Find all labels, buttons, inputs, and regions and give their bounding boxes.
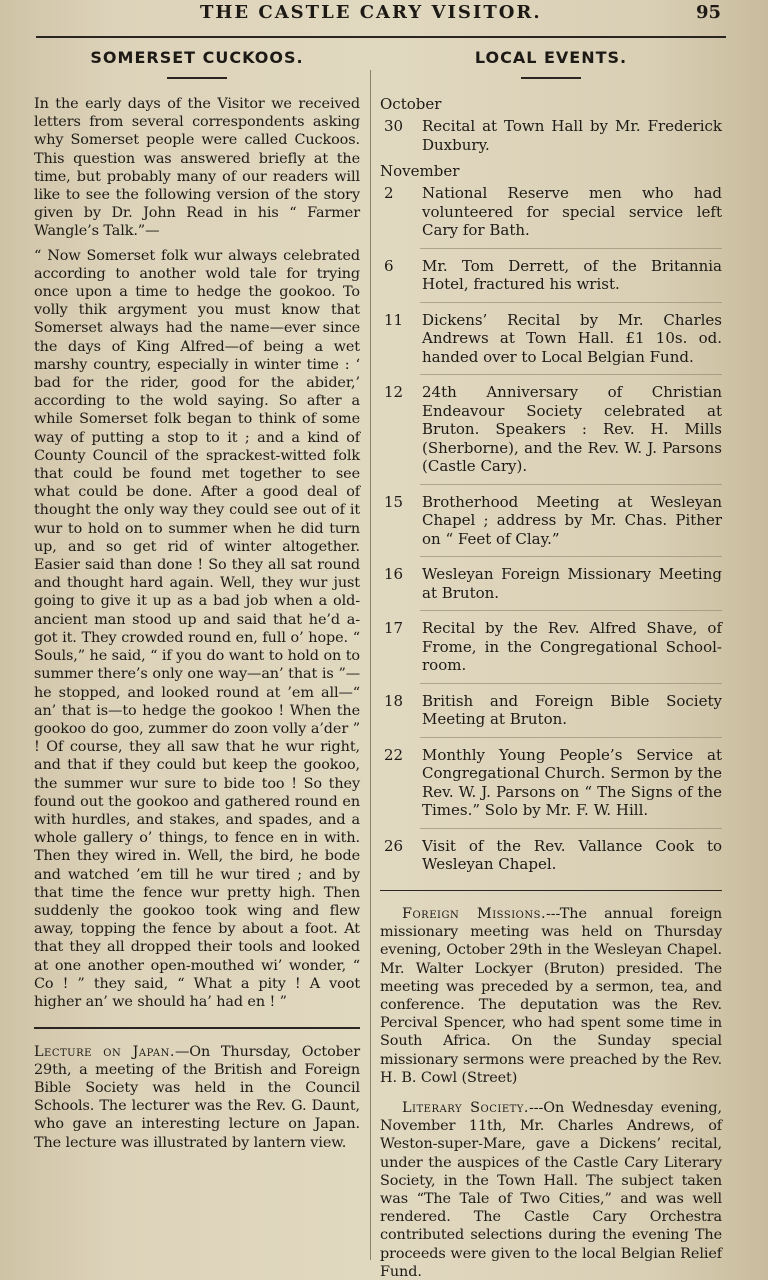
event-text: Brotherhood Meeting at Wesleyan Chapel ; address by Mr. Chas. Pither on “ Feet of Clay.”: [422, 492, 722, 548]
event-day: 17: [384, 619, 404, 637]
event-item: [380, 692, 722, 729]
page-number: 95: [696, 2, 722, 23]
event-item: [380, 837, 722, 874]
section-rule: [34, 1027, 360, 1029]
publication-title: THE CASTLE CARY VISITOR.: [200, 2, 542, 23]
event-text: 24th Anniversary of Christian Endeavour Society celebrated at Bruton. Speakers : Rev. H. Mills (Sherborne), and the Rev. W. J. Parsons (Castle Cary).: [422, 383, 722, 475]
japan-lecture-paragraph: [34, 1043, 360, 1152]
event-text: Visit of the Rev. Vallance Cook to Wesleyan Chapel.: [422, 836, 722, 873]
event-day: 12: [384, 383, 404, 401]
event-day: 6: [384, 256, 394, 275]
event-item: [380, 493, 722, 549]
event-separator: [420, 248, 722, 249]
article-title-local-events: LOCAL EVENTS.: [474, 48, 628, 67]
foreign-missions-heading: Foreign Missions.: [402, 906, 547, 922]
foreign-missions-paragraph: [380, 905, 722, 1087]
left-column: [34, 48, 360, 1152]
event-separator: [420, 556, 722, 557]
event-text: Recital at Town Hall by Mr. Frederick Duxbury.: [422, 117, 722, 154]
event-day: 15: [384, 492, 404, 511]
event-day: 16: [384, 565, 404, 583]
spacer: [380, 1087, 722, 1099]
event-separator: [420, 737, 722, 738]
event-day: 30: [384, 117, 404, 135]
cuckoo-story-paragraph: “ Now Somerset folk wur always celebrated according to another wold tale for trying once upon a time to hedge the gookoo. To volly thik argyment you must know that Somerset always had the name—ever since the days of King Alfred—of being a wet marshy country, especially in winter time : ‘ bad for the rider, good for the abider,’ according to the wold saying. So after a while Somerset folk began to think of some way of putting a stop to it ; and a kind of County Council of the sprackest-witted folk that could be found met together to see what could be done. After a good deal of thought the only way they could see out of it wur to hold on to summer when he did turn up, and so get rid of winter altogether. Easier said than done ! So they all sat round and thought hard again. Well, they wur just going to give it up as a bad job when a old-ancient man stood up and said that he’d a-got it. They crowded round en, full o’ hope. “ Souls,” he said, “ if you do want to hold on to summer there’s only one way—an’ that is ”—he stopped, and looked round at ’em all—“ an’ that is—to hedge the gookoo ! When the gookoo do goo, zummer do zoon volly a’der ” ! Of course, they all saw that he wur right, and that if they could but keep the gookoo, the summer wur sure to bide too ! So they found out the gookoo and gathered round en with hurdles, and stakes, and spades, and a whole gallery o’ things, to fence en in with. Then they wired in. Well, the bird, he bode and watched ’em till he wur tired ; and by that time the fence wur pretty high. Then suddenly the gookoo took wing and flew away, topping the fence by about a foot. At that they all dropped their tools and looked at one another open-mouthed wi’ wonder, “ Co ! ” they said, “ What a pity ! A voot higher an’ we should ha’ had en ! ”: [34, 247, 360, 1010]
title-rule: [167, 77, 227, 79]
event-separator: [420, 484, 722, 485]
event-text: British and Foreign Bible Society Meeting at Bruton.: [422, 691, 722, 728]
event-item: [380, 117, 722, 154]
japan-lecture-heading: Lecture on Japan.: [34, 1043, 175, 1060]
event-item: [380, 383, 722, 476]
event-text: Recital by the Rev. Alfred Shave, of Frome, in the Congregational School-room.: [422, 619, 722, 674]
event-item: [380, 746, 722, 820]
event-item: [380, 311, 722, 367]
foreign-missions-text: ---The annual foreign missionary meeting was held on Thursday evening, October 29th in the Wesleyan Chapel. Mr. Walter Lockyer (Bruton) presided. The meeting was preceded by a sermon, tea, and conference. The deputation was the Rev. Percival Spencer, who had spent some time in South Africa. On the Sunday special missionary sermons were preached by the Rev. H. B. Cowl (Street): [380, 906, 722, 1086]
right-column: [380, 48, 722, 1280]
event-separator: [420, 828, 722, 829]
event-day: 2: [384, 184, 394, 202]
month-label: November: [380, 162, 460, 180]
section-rule: [380, 890, 722, 892]
event-day: 11: [384, 310, 404, 329]
column-divider: [370, 70, 371, 1260]
event-item: [380, 565, 722, 602]
literary-society-heading: Literary Society.: [402, 1100, 529, 1117]
article-title-cuckoos: SOMERSET CUCKOOS.: [90, 48, 304, 67]
title-rule: [521, 77, 581, 79]
japan-lecture-text: —On Thursday, October 29th, a meeting of the British and Foreign Bible Society was held in the Council Schools. The lecturer was the Rev. G. Daunt, who gave an interesting lecture on Japan. The lecture was illustrated by lantern view.: [34, 1043, 360, 1151]
header-rule: [36, 36, 726, 38]
page-header: [0, 0, 768, 30]
event-item: [380, 619, 722, 675]
month-label: October: [380, 95, 442, 113]
event-separator: [420, 683, 722, 684]
event-item: [380, 257, 722, 294]
event-item: [380, 184, 722, 240]
literary-society-text: ---On Wednesday evening, November 11th, Mr. Charles Andrews, of Weston-super-Mare, gave a Dickens’ recital, under the auspices of the Castle Cary Literary Society, in the Town Hall. The subject taken was “The Tale of Two Cities,” and was well rendered. The Castle Cary Orchestra contributed selections during the evening The proceeds were given to the local Belgian Relief Fund.: [380, 1100, 722, 1280]
event-text: Wesleyan Foreign Missionary Meeting at Bruton.: [422, 565, 722, 602]
event-separator: [420, 302, 722, 303]
event-separator: [420, 610, 722, 611]
event-text: National Reserve men who had volunteered for special service left Cary for Bath.: [422, 184, 722, 239]
event-day: 18: [384, 691, 404, 710]
literary-society-paragraph: [380, 1099, 722, 1280]
event-text: Mr. Tom Derrett, of the Britannia Hotel, fractured his wrist.: [422, 256, 722, 293]
event-day: 22: [384, 745, 404, 764]
event-separator: [420, 374, 722, 375]
event-day: 26: [384, 836, 404, 855]
event-text: Dickens’ Recital by Mr. Charles Andrews at Town Hall. £1 10s. od. handed over to Local Belgian Fund.: [422, 310, 722, 366]
cuckoo-intro-paragraph: In the early days of the Visitor we received letters from several correspondents asking why Somerset people were called Cuckoos. This question was answered briefly at the time, but probably many of our readers will like to see the following version of the story given by Dr. John Read in his “ Farmer Wangle’s Talk.”—: [34, 96, 360, 240]
event-text: Monthly Young People’s Service at Congregational Church. Sermon by the Rev. W. J. Parsons on “ The Signs of the Times.” Solo by Mr. F. W. Hill.: [422, 745, 722, 819]
